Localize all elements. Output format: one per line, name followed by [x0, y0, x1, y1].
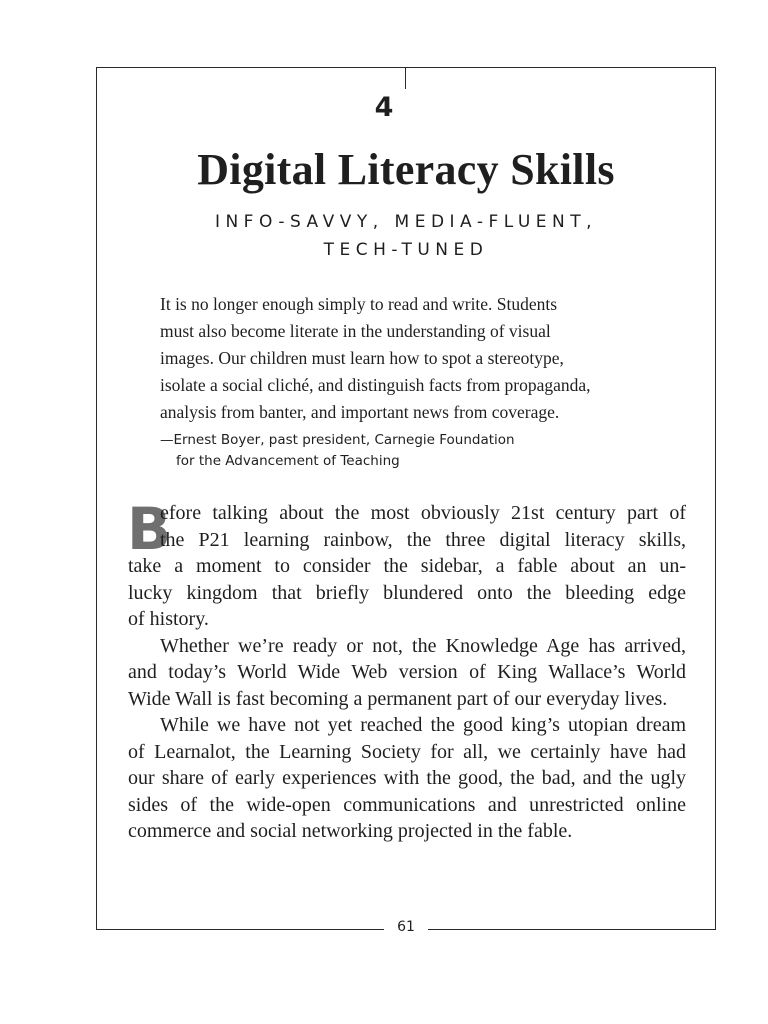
- epigraph-quote: [160, 291, 660, 426]
- epigraph-line: It is no longer enough simply to read and write. Students: [160, 294, 558, 314]
- paragraph-2-line: and today’s World Wide Web version of King Wallace’s World: [128, 661, 686, 683]
- paragraph-2-line: Whether we’re ready or not, the Knowledge Age has arrived,: [160, 634, 686, 657]
- chapter-subtitle-line-2: TECH-TUNED: [323, 240, 489, 260]
- paragraph-3-line: sides of the wide-open communications and unrestricted online: [128, 793, 686, 816]
- paragraph-3-line: our share of early experiences with the good, the bad, and the ugly: [128, 767, 686, 789]
- drop-cap: B: [127, 495, 172, 563]
- chapter-title: Digital Literacy Skills: [197, 145, 615, 194]
- epigraph-line: images. Our children must learn how to spot a stereotype,: [160, 348, 564, 368]
- epigraph-attribution: [160, 430, 660, 472]
- paragraph-3-line: of Learnalot, the Learning Society for all, we certainly have had: [128, 740, 686, 763]
- epigraph-line: isolate a social cliché, and distinguish facts from propaganda,: [160, 375, 591, 395]
- paragraph-3-line: While we have not yet reached the good king’s utopian dream: [160, 714, 686, 736]
- page-number: 61: [397, 919, 415, 935]
- paragraph-1-line: lucky kingdom that briefly blundered onto the bleeding edge: [128, 581, 686, 604]
- epigraph-line: analysis from banter, and important news from coverage.: [160, 402, 560, 422]
- paragraph-1-line: of history.: [128, 608, 209, 630]
- page-border-bottom-right: [428, 929, 716, 930]
- attribution-line-2: for the Advancement of Teaching: [176, 453, 400, 469]
- paragraph-1-line: efore talking about the most obviously 21st century part of: [160, 502, 686, 524]
- chapter-tick-mark: [405, 67, 406, 89]
- paragraph-3-line: commerce and social networking projected in the fable.: [128, 820, 573, 842]
- page-border-bottom-left: [96, 929, 384, 930]
- body-text: [127, 495, 686, 845]
- paragraph-2-line: Wide Wall is fast becoming a permanent part of our everyday lives.: [128, 687, 668, 710]
- chapter-subtitle-line-1: INFO-SAVVY, MEDIA-FLUENT,: [214, 212, 598, 232]
- paragraph-1-line: take a moment to consider the sidebar, a fable about an un-: [128, 555, 686, 577]
- epigraph-line: must also become literate in the understanding of visual: [160, 321, 551, 341]
- chapter-number: 4: [374, 92, 394, 123]
- paragraph-1-line: the P21 learning rainbow, the three digital literacy skills,: [160, 528, 686, 551]
- attribution-line-1: —Ernest Boyer, past president, Carnegie Foundation: [160, 432, 515, 448]
